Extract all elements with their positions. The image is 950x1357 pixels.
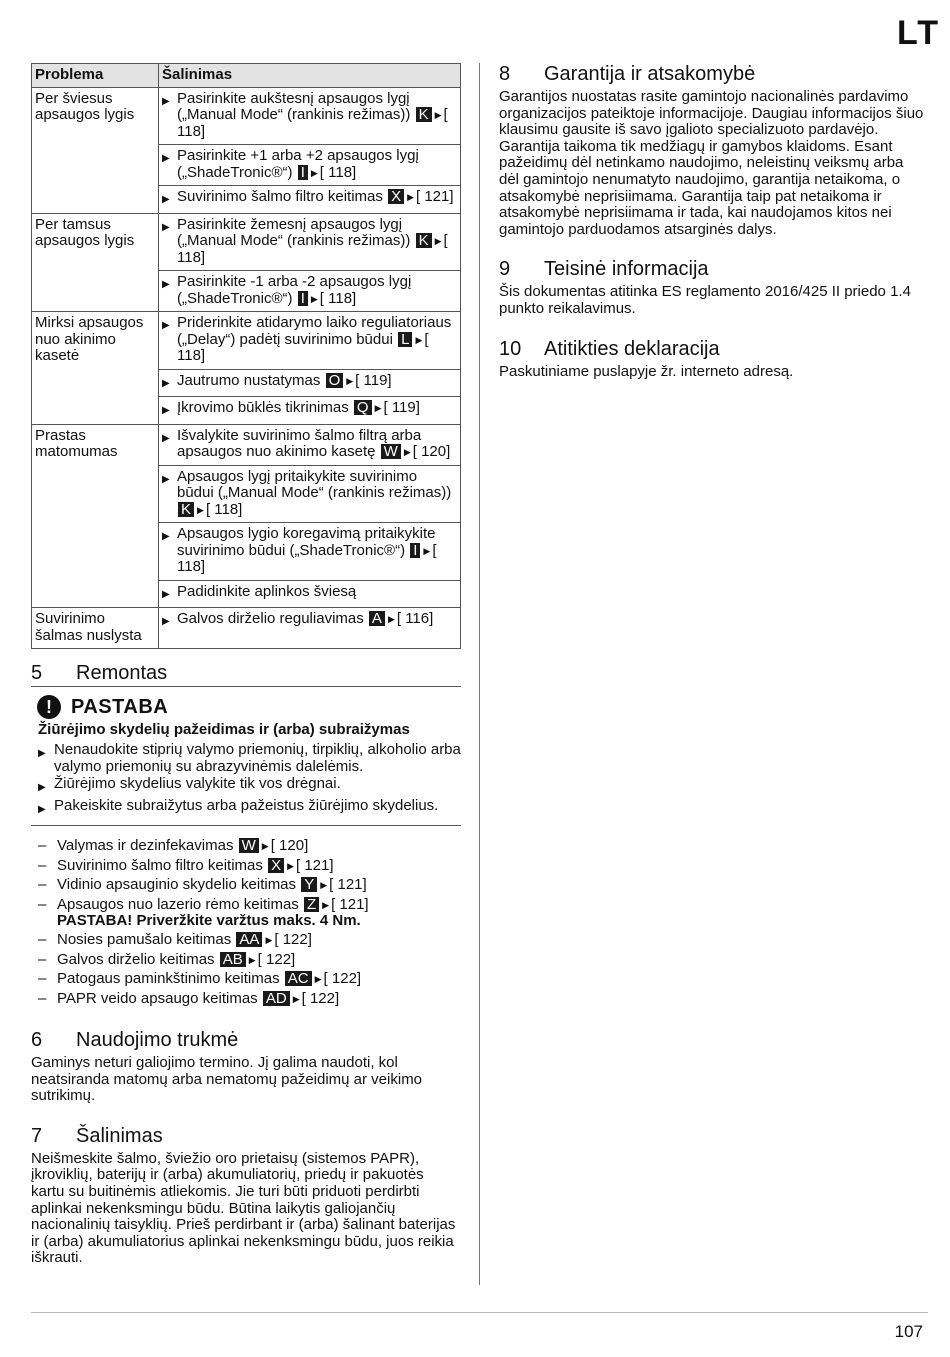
solution-cell: [159, 369, 461, 397]
repair-text: Vidinio apsauginio skydelio keitimas: [57, 876, 297, 894]
solution-cell: [159, 87, 461, 145]
arrow-right-icon: ▶: [261, 841, 269, 852]
notice-title: PASTABA: [71, 695, 169, 718]
solution-cell: [159, 145, 461, 186]
repair-text: Patogaus paminkštinimo keitimas: [57, 970, 280, 988]
page-reference: [ 118]: [205, 500, 243, 518]
section-title: Šalinimas: [76, 1124, 163, 1147]
figure-tag: Y: [301, 877, 317, 892]
solution-body: [177, 469, 457, 519]
arrow-right-icon: ▶: [265, 935, 273, 946]
bullet-triangle-icon: ▶: [162, 320, 170, 331]
notice-text: Žiūrėjimo skydelius valykite tik vos drėgnai.: [54, 775, 341, 793]
arrow-right-icon: ▶: [197, 504, 204, 515]
figure-tag: AA: [236, 932, 262, 947]
repair-item-body: [57, 877, 367, 893]
solution-body: [177, 400, 457, 420]
arrow-right-icon: ▶: [423, 545, 431, 556]
bullet-triangle-icon: ▶: [162, 531, 170, 542]
solution-item: [162, 584, 457, 604]
section-heading: [499, 338, 924, 361]
page-reference: [ 121]: [296, 856, 334, 874]
arrow-right-icon: ▶: [434, 110, 442, 120]
figure-tag: AB: [220, 952, 246, 967]
column-divider: [479, 63, 480, 1285]
bullet-triangle-icon: ▶: [162, 377, 170, 389]
solution-item: [162, 611, 457, 631]
solution-text: Apsaugos lygio koregavimą pritaikykite suvirinimo būdui („ShadeTronic®“): [177, 525, 436, 559]
page-number: 107: [894, 1322, 923, 1341]
bullet-triangle-icon: ▶: [162, 405, 170, 416]
section-heading: [31, 662, 461, 687]
table-row: [32, 312, 461, 370]
list-item: [38, 952, 461, 968]
page-reference: [ 121]: [416, 188, 454, 205]
figure-tag: Q: [354, 400, 372, 415]
warning-icon: !: [37, 695, 61, 719]
repair-text: Apsaugos nuo lazerio rėmo keitimas: [57, 895, 299, 913]
solution-text: Pasirinkite žemesnį apsaugos lygį („Manual Mode“ (rankinis režimas)): [177, 215, 411, 249]
arrow-right-icon: ▶: [310, 293, 318, 304]
page-reference: [ 120]: [270, 837, 309, 855]
section-body: Paskutiniame puslapyje žr. interneto adresą.: [499, 362, 794, 380]
solution-body: [177, 189, 457, 209]
page-reference: [ 118]: [177, 541, 437, 575]
bullet-triangle-icon: ▶: [162, 473, 170, 485]
language-code: LT: [896, 14, 940, 52]
solution-body: [177, 373, 457, 393]
list-item: [38, 897, 461, 930]
section-salinimas: [31, 1125, 461, 1267]
figure-tag: O: [326, 373, 344, 388]
solution-item: [162, 189, 457, 209]
bullet-triangle-icon: ▶: [162, 432, 170, 444]
solution-text: Pasirinkite -1 arba -2 apsaugos lygį („ShadeTronic®“): [177, 273, 412, 307]
solution-item: [162, 315, 457, 365]
repair-item-body: [57, 952, 295, 968]
section-title: Teisinė informacija: [544, 258, 709, 281]
figure-tag: W: [239, 838, 259, 853]
solution-text: Jautrumo nustatymas: [177, 371, 321, 389]
figure-tag: I: [298, 291, 308, 306]
bullet-triangle-icon: ▶: [38, 803, 46, 815]
section-number: 5: [31, 662, 43, 684]
section-atitikties-deklaracija: [499, 338, 924, 381]
solution-body: [177, 91, 457, 141]
col-problem-header: Problema: [32, 64, 159, 88]
section-naudojimo-trukme: [31, 1029, 461, 1105]
solution-cell: [159, 580, 461, 608]
section-heading: [31, 1029, 461, 1052]
section-body: Neišmeskite šalmo, šviežio oro prietaisų (sistemos PAPR), įkroviklių, baterijų ir (arba) akumuliatorių, priedų ir pakuotės kartu su buitinėmis atliekomis. Jie turi būti priduoti perdirbti aplinkai nekenksmingu būdu. Būtina laikytis galiojančių nacionalinių taisyklių. Prieš perdirbant ir (arba) šalinant baterijas ir (arba) akumuliatorius aplinkai nekenksmingu būdu, juos reikia iškrauti.: [31, 1149, 456, 1267]
page-reference: [ 118]: [177, 106, 448, 140]
bullet-triangle-icon: ▶: [162, 588, 170, 600]
solution-body: [177, 428, 457, 461]
dash-marker: –: [38, 989, 47, 1007]
repair-item-body: [57, 838, 308, 854]
bullet-triangle-icon: ▶: [38, 748, 46, 759]
solution-text: Priderinkite atidarymo laiko reguliatoriaus („Delay“) padėtį suvirinimo būdui: [177, 314, 452, 348]
arrow-right-icon: ▶: [248, 954, 256, 965]
solution-text: Pasirinkite aukštesnį apsaugos lygį („Manual Mode“ (rankinis režimas)): [177, 89, 411, 123]
page-reference: [ 119]: [355, 371, 392, 389]
solution-cell: [159, 271, 461, 312]
bullet-triangle-icon: ▶: [162, 95, 170, 107]
solution-body: [177, 148, 457, 181]
dash-marker: –: [38, 876, 47, 894]
bullet-triangle-icon: ▶: [162, 194, 170, 205]
solution-body: [177, 526, 457, 576]
arrow-right-icon: ▶: [415, 334, 423, 345]
dash-marker: –: [38, 837, 47, 855]
solution-item: [162, 526, 457, 576]
solution-text: Išvalykite suvirinimo šalmo filtrą arba apsaugos nuo akinimo kasetę: [177, 426, 422, 460]
bullet-triangle-icon: ▶: [162, 279, 170, 290]
bullet-triangle-icon: ▶: [162, 616, 170, 627]
col-solution-header: Šalinimas: [159, 64, 461, 88]
section-heading: [31, 1125, 461, 1148]
solution-text: Pasirinkite +1 arba +2 apsaugos lygį („ShadeTronic®“): [177, 147, 419, 181]
notice-text: Nenaudokite stiprių valymo priemonių, tirpiklių, alkoholio arba valymo priemonių su abrazyvinėmis dalelėmis.: [54, 741, 461, 775]
notice-text: Pakeiskite subraižytus arba pažeistus žiūrėjimo skydelius.: [54, 796, 439, 814]
list-item: [38, 776, 461, 797]
section-title: Naudojimo trukmė: [76, 1029, 239, 1052]
page-reference: [ 122]: [323, 970, 362, 988]
page-reference: [ 121]: [329, 876, 367, 894]
section-garantija: [499, 63, 924, 238]
solution-text: Apsaugos lygį pritaikykite suvirinimo būdui („Manual Mode“ (rankinis režimas)): [177, 467, 452, 501]
figure-tag: K: [416, 233, 432, 248]
figure-tag: K: [416, 107, 432, 122]
section-teisine-informacija: [499, 258, 924, 317]
solution-item: [162, 148, 457, 181]
repair-text: Galvos dirželio keitimas: [57, 950, 215, 968]
section-title: Garantija ir atsakomybė: [544, 63, 756, 85]
repair-item-body: [57, 991, 339, 1007]
section-number: 8: [499, 63, 511, 85]
section-number: 9: [499, 258, 511, 281]
repair-text: Nosies pamušalo keitimas: [57, 931, 232, 949]
solution-item: [162, 217, 457, 267]
list-item: [38, 932, 461, 948]
page-reference: [ 122]: [301, 989, 340, 1007]
figure-tag: AC: [285, 971, 312, 986]
solution-item: [162, 400, 457, 420]
page-reference: [ 118]: [319, 289, 357, 307]
table-row: [32, 87, 461, 145]
notice-subtitle: Žiūrėjimo skydelių pažeidimas ir (arba) subraižymas: [38, 721, 410, 738]
solution-cell: [159, 186, 461, 214]
arrow-right-icon: ▶: [346, 375, 354, 386]
repair-item-body: [57, 971, 361, 987]
right-column: [499, 63, 924, 380]
figure-tag: I: [298, 165, 308, 180]
repair-item-body: [57, 932, 312, 948]
dash-marker: –: [38, 856, 47, 874]
list-item: [38, 991, 461, 1007]
solution-item: [162, 274, 457, 307]
page-reference: [ 118]: [177, 232, 448, 266]
page-reference: [ 122]: [257, 950, 296, 968]
bullet-triangle-icon: ▶: [162, 153, 170, 164]
solution-item: [162, 373, 457, 393]
page-reference: [ 122]: [274, 931, 312, 949]
solution-cell: [159, 465, 461, 523]
problem-cell: Per tamsus apsaugos lygis: [32, 213, 159, 312]
section-number: 6: [31, 1029, 43, 1052]
section-heading: [499, 258, 924, 281]
figure-tag: X: [268, 858, 284, 873]
list-item: [38, 798, 461, 819]
page-reference: [ 116]: [396, 610, 434, 627]
solution-cell: [159, 523, 461, 581]
section-body: Šis dokumentas atitinka ES reglamento 2016/425 II priedo 1.4 punkto reikalavimus.: [499, 283, 911, 317]
bullet-triangle-icon: ▶: [162, 221, 170, 233]
arrow-right-icon: ▶: [292, 993, 300, 1004]
arrow-right-icon: ▶: [403, 447, 411, 457]
problem-cell: Suvirinimo šalmas nuslysta: [32, 608, 159, 649]
arrow-right-icon: ▶: [320, 880, 328, 891]
figure-tag: L: [398, 332, 412, 347]
figure-tag: AD: [263, 991, 290, 1006]
arrow-right-icon: ▶: [322, 899, 330, 910]
dash-marker: –: [38, 895, 47, 913]
page-reference: [ 120]: [412, 443, 451, 460]
solution-item: [162, 428, 457, 461]
solution-body: [177, 611, 457, 631]
bullet-triangle-icon: ▶: [38, 782, 46, 794]
list-item: [38, 838, 461, 854]
repair-item-body: [57, 897, 369, 930]
problem-cell: Prastas matomumas: [32, 424, 159, 608]
solution-body: [177, 274, 457, 307]
solution-cell: [159, 312, 461, 370]
arrow-right-icon: ▶: [287, 860, 294, 871]
footer-rule: [31, 1312, 928, 1313]
notice-list: [31, 742, 461, 826]
left-column: [31, 63, 461, 1267]
solution-text: Padidinkite aplinkos šviesą: [177, 582, 357, 600]
page-reference: [ 121]: [331, 895, 369, 913]
solution-text: Suvirinimo šalmo filtro keitimas: [177, 188, 383, 205]
dash-marker: –: [38, 950, 47, 968]
figure-tag: K: [178, 502, 194, 517]
solution-cell: [159, 397, 461, 425]
solution-text: Galvos dirželio reguliavimas: [177, 610, 364, 627]
section-heading: [499, 63, 924, 86]
arrow-right-icon: ▶: [387, 614, 395, 624]
problem-cell: Per šviesus apsaugos lygis: [32, 87, 159, 213]
solution-item: [162, 91, 457, 141]
section-body: Garantijos nuostatas rasite gamintojo nacionalinės pardavimo organizacijos pateiktoje informacijoje. Daugiau informacijos šiuo klausimu gausite iš savo įgalioto specializuoto pardavėjo. Garantija taikoma tik medžiagų ir gamybos klaidoms. Esant pažeidimų dėl netinkamo naudojimo, neleistinų veiksmų arba dėl gamintojo nenumatyto naudojimo, garantija netaikoma, o atsakomybė neprisiimama. Garantija taip pat netaikoma ir atsakomybė neprisiimama ir tada, kai naudojamos kitos nei gamintojo parduodamos atsarginės dalys.: [499, 88, 924, 238]
troubleshooting-table: [31, 63, 461, 649]
figure-tag: Z: [304, 897, 319, 912]
list-item: [38, 858, 461, 874]
solution-cell: [159, 608, 461, 649]
arrow-right-icon: ▶: [310, 167, 318, 178]
arrow-right-icon: ▶: [314, 974, 322, 985]
table-row: [32, 608, 461, 649]
repair-text: Valymas ir dezinfekavimas: [57, 837, 234, 855]
page-reference: [ 118]: [319, 163, 357, 181]
solution-cell: [159, 213, 461, 271]
figure-tag: X: [388, 189, 404, 204]
section-number: 10: [499, 337, 522, 360]
list-item: [38, 742, 461, 775]
page-reference: [ 118]: [177, 330, 429, 364]
section-title: Remontas: [76, 662, 168, 684]
notice-header: [31, 695, 461, 719]
arrow-right-icon: ▶: [407, 192, 414, 202]
section-number: 7: [31, 1124, 43, 1147]
page-reference: [ 119]: [383, 399, 420, 416]
table-row: [32, 424, 461, 465]
repair-item-body: [57, 858, 334, 874]
repair-list: [31, 838, 461, 1007]
list-item: [38, 971, 461, 987]
dash-marker: –: [38, 931, 47, 949]
solution-body: [177, 584, 457, 604]
figure-tag: I: [410, 543, 420, 558]
figure-tag: W: [381, 444, 401, 459]
solution-item: [162, 469, 457, 519]
list-item: [38, 877, 461, 893]
repair-text: PAPR veido apsaugo keitimas: [57, 989, 258, 1007]
solution-body: [177, 315, 457, 365]
figure-tag: A: [369, 611, 385, 626]
arrow-right-icon: ▶: [374, 403, 382, 413]
table-row: [32, 213, 461, 271]
section-remontas: [31, 662, 461, 1007]
repair-note: PASTABA! Priveržkite varžtus maks. 4 Nm.: [57, 912, 361, 929]
section-body: Gaminys neturi galiojimo termino. Jį galima naudoti, kol neatsiranda matomų arba nematomų pažeidimų ar veikimo sutrikimų.: [31, 1054, 423, 1105]
solution-text: Įkrovimo būklės tikrinimas: [177, 399, 349, 416]
dash-marker: –: [38, 970, 47, 988]
repair-text: Suvirinimo šalmo filtro keitimas: [57, 856, 263, 874]
arrow-right-icon: ▶: [434, 236, 442, 246]
solution-cell: [159, 424, 461, 465]
problem-cell: Mirksi apsaugos nuo akinimo kasetė: [32, 312, 159, 425]
section-title: Atitikties deklaracija: [544, 337, 720, 360]
solution-body: [177, 217, 457, 267]
